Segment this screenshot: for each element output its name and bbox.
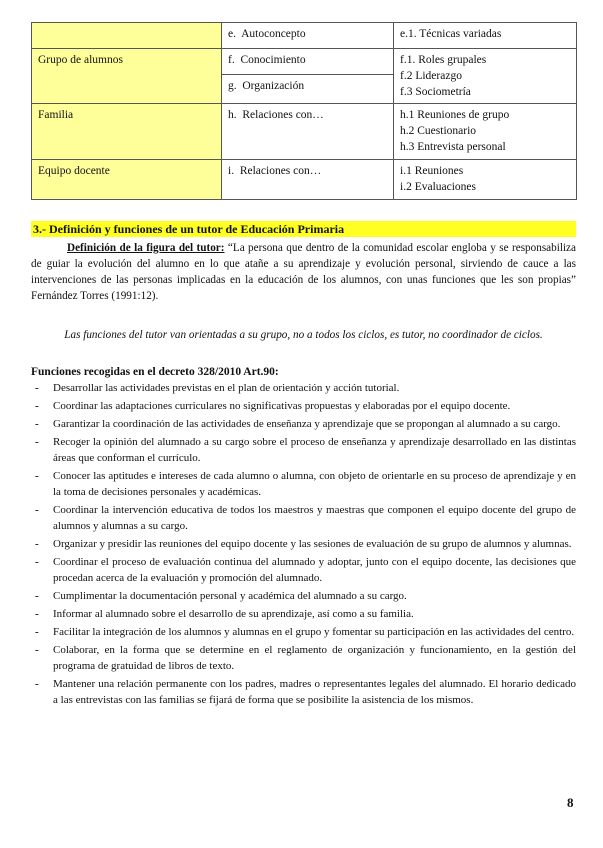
list-item: - Coordinar las adaptaciones curriculares no significativas propuestas y elaboradas por el equipo docente. xyxy=(31,398,576,414)
technique-label: f.2 Liderazgo xyxy=(400,70,462,82)
technique-cell xyxy=(394,160,577,200)
item-label: h. Relaciones con… xyxy=(228,109,324,121)
item-cell xyxy=(222,75,394,104)
list-item: - Coordinar el proceso de evaluación continua del alumnado y adoptar, junto con el equipo docente, las decisiones que procedan acerca de la evaluación y promoción del alumnado. xyxy=(31,554,576,586)
list-item: - Recoger la opinión del alumnado a su cargo sobre el proceso de enseñanza y aprendizaje desarrollado en las distintas áreas que conforman el currículo. xyxy=(31,434,576,466)
technique-cell xyxy=(394,104,577,160)
item-label: e. Autoconcepto xyxy=(228,28,306,40)
functions-list xyxy=(31,380,576,710)
list-item: - Conocer las aptitudes e intereses de cada alumno o alumna, con objeto de orientarle en su proceso de aprendizaje y en la toma de decisiones personales y académicas. xyxy=(31,468,576,500)
technique-cell xyxy=(394,23,577,49)
item-cell xyxy=(222,23,394,49)
item-label: f. Conocimiento xyxy=(228,54,306,66)
group-cell: Familia xyxy=(32,104,222,160)
group-cell xyxy=(32,23,222,49)
tutoring-table xyxy=(31,22,577,200)
table-row xyxy=(32,49,577,75)
technique-label: f.1. Roles grupales xyxy=(400,54,487,66)
item-cell xyxy=(222,160,394,200)
technique-label: i.2 Evaluaciones xyxy=(400,181,477,193)
group-cell: Grupo de alumnos xyxy=(32,49,222,104)
definition-paragraph xyxy=(31,240,576,304)
italic-note: Las funciones del tutor van orientadas a su grupo, no a todos los ciclos, es tutor, no coordinador de ciclos. xyxy=(64,329,543,341)
page-number: 8 xyxy=(567,795,574,810)
technique-label: h.1 Reuniones de grupo xyxy=(400,109,510,121)
list-item: - Colaborar, en la forma que se determine en el reglamento de organización y funcionamiento, en la gestión del programa de gratuidad de libros de texto. xyxy=(31,642,576,674)
list-item: - Organizar y presidir las reuniones del equipo docente y las sesiones de evaluación de su grupo de alumnos y alumnas. xyxy=(31,536,576,552)
list-item: - Facilitar la integración de los alumnos y alumnas en el grupo y fomentar su participación en las actividades del centro. xyxy=(31,624,576,640)
table-row xyxy=(32,23,577,49)
list-item: - Informar al alumnado sobre el desarrollo de su aprendizaje, así como a su familia. xyxy=(31,606,576,622)
item-cell xyxy=(222,49,394,75)
table-row xyxy=(32,160,577,200)
list-item: - Cumplimentar la documentación personal y académica del alumnado a su cargo. xyxy=(31,588,576,604)
technique-label: h.2 Cuestionario xyxy=(400,125,477,137)
list-item: - Coordinar la intervención educativa de todos los maestros y maestras que componen el equipo docente del grupo de alumnos y alumnas a su cargo. xyxy=(31,502,576,534)
list-item: - Garantizar la coordinación de las actividades de enseñanza y aprendizaje que se propongan al alumnado a su cargo. xyxy=(31,416,576,432)
definition-lead: Definición de la figura del tutor: xyxy=(67,242,225,254)
technique-label: h.3 Entrevista personal xyxy=(400,141,506,153)
technique-label: f.3 Sociometría xyxy=(400,86,471,98)
group-cell: Equipo docente xyxy=(32,160,222,200)
list-item: - Mantener una relación permanente con los padres, madres o representantes legales del alumnado. El horario dedicado a las entrevistas con las familias se fijará de forma que se posibilite la asistencia de los mismos. xyxy=(31,676,576,708)
technique-cell xyxy=(394,49,577,104)
table-row xyxy=(32,104,577,160)
list-item: - Desarrollar las actividades previstas en el plan de orientación y acción tutorial. xyxy=(31,380,576,396)
functions-heading: Funciones recogidas en el decreto 328/2010 Art.90: xyxy=(31,366,279,378)
item-cell xyxy=(222,104,394,160)
item-label: i. Relaciones con… xyxy=(228,165,322,177)
definition-text: “La persona que dentro de la comunidad escolar engloba y se responsabiliza de guiar la evolución del alumno en lo que atañe a su aprendizaje y evolución personal, sirviendo de cauce a las intervenciones de las personas implicadas en la educación de los alumnos, con unas funciones que les son propias” Fernández Torres (1991:12). xyxy=(31,242,576,302)
item-label: g. Organización xyxy=(228,80,305,93)
technique-label: i.1 Reuniones xyxy=(400,165,464,177)
section-heading: 3.- Definición y funciones de un tutor de Educación Primaria xyxy=(31,221,576,237)
technique-label: e.1. Técnicas variadas xyxy=(400,28,502,40)
